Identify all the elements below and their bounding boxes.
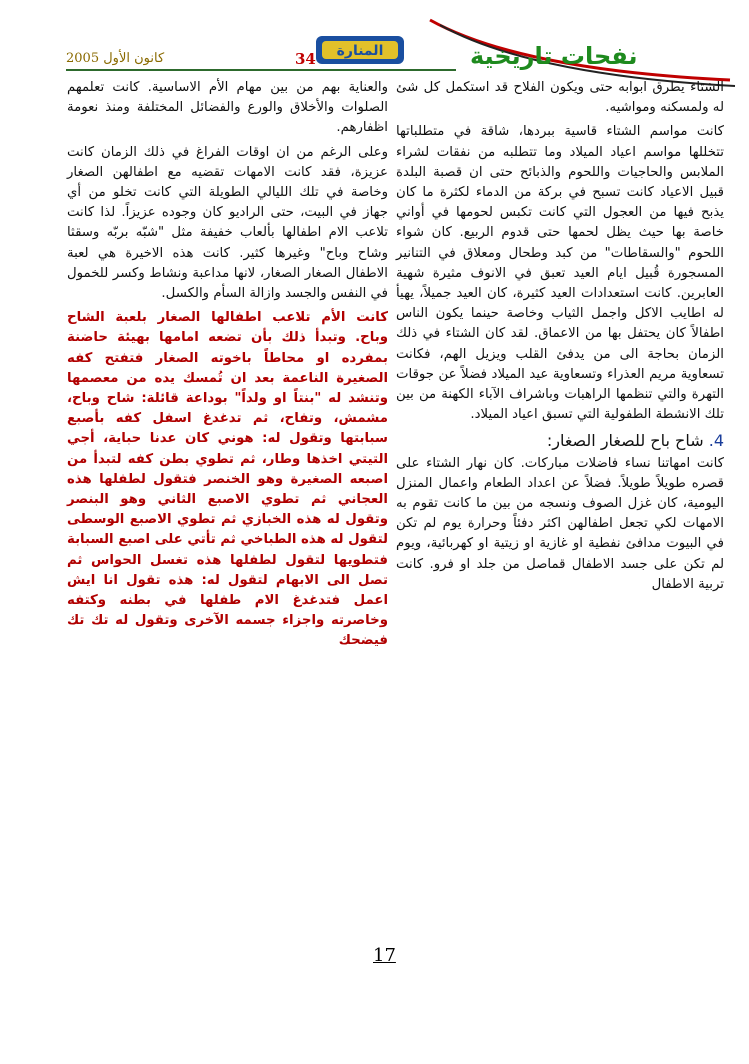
- paragraph: كانت امهاتنا نساء فاضلات مباركات. كان نهار الشتاء على قصره طويلاً طويلاً. فضلاً عن اعداد الطعام واعمال المنزل اليومية، كان غزل الصوف ونسجه من بين ما كانت تقوم به الامهات لكي تجعل اطفالهن اكثر دفئاً وحرارة يوم لم تكن في البيوت مدافئ نفطية او غازية او زيتية او كهربائية، ويوم لم تكن على جسد الاطفال قماصل من جلد او فرو. كانت تربية الاطفال: [396, 455, 724, 592]
- section-title: نفحات تاريخية: [470, 42, 638, 70]
- paragraph: وعلى الرغم من ان اوقات الفراغ في ذلك الزمان كانت عزيزة، فقد كانت الامهات تقضيه مع اطفالهن الصغار وخاصة في تلك الليالي الطويلة التي كانت تخلو من أي جهاز في البيت، حتى الراديو كان وجوده عزيزاً. لذا كانت تلاعب الام اطفالها بألعاب خفيفة مثل "شبّه بربّه وسقثا وشاح وباح" وغيرها كثير. كانت هذه الاخيرة هي لعبة الاطفال الصغار الصغار، لانها مداعبة ونشاط وكسر للخمول في النفس والجسد وازالة السأم والكسل.: [67, 144, 388, 302]
- highlighted-paragraph: كانت الأم تلاعب اطفالها الصغار بلعبة الشاح وباح. وتبدأ ذلك بأن تضعه امامها بهيئة حاضنة بمفرده او محاطاً باخوته الصغار فتفتح كفه الصغيرة الناعمة بعد ان تُمسك يده من معصمها وتنشد له "بنتاً او ولداً" بوداعة قائلة: شاح وباح، مشمش، وتفاح، ثم تدغدغ اسفل كفه بأصبع سبابتها وتقول له: هوني كان عدنا حباية، أجي التيتي اخذها وطار، ثم تطوي بطن كفه لتبدأ من اصبعه الصغيرة وهو الخنصر فتقول لطفلها هذه العجاني ثم تطوي الاصبع الثاني وهو البنصر وتقول له هذه الخبازي ثم تطوي الاصبع الوسطى لتقول له هذه الطباخي ثم تأتي على اصبع السبابة فتطويها لتقول لطفلها هذه تغسل الحواس ثم تصل الى الابهام لتقول له: هذه تقول انا ايش اعمل فتدغدغ الام طفلها في بطنه وكتفه وخاصرته واجزاء جسمه الآخرى وتقول له تك تك فيضحك: [67, 310, 388, 649]
- magazine-logo-text: المنارة: [336, 43, 384, 59]
- right-column: [396, 78, 724, 599]
- header-page-ref: 34: [295, 50, 316, 68]
- issue-date: كانون الأول 2005: [66, 51, 165, 66]
- paragraph: الشتاء يطرق ابوابه حتى ويكون الفلاح قد استكمل كل شئ له ولمسكنه ومواشيه.: [396, 80, 724, 116]
- magazine-logo: [314, 30, 406, 70]
- page-header: [0, 0, 749, 90]
- page-number: 17: [373, 945, 396, 966]
- section-heading: [396, 431, 724, 451]
- left-column: [67, 78, 388, 656]
- section-number: 4.: [708, 431, 724, 451]
- paragraph: كانت مواسم الشتاء قاسية ببردها، شاقة في متطلباتها تتخللها مواسم اعياد الميلاد وما تتطلبه من نفقات لشراء الملابس والحاجيات واللحوم والذبائح حتى ان قصبة البلدة قبيل الاعياد كانت تسبح في بركة من الدماء لكثرة ما كان يذبح فيها من العجول التي كانت تكبس لحومها في أواني خاصة بها حيث يظل لحمها حتى قدوم الربيع. كان شواء اللحوم "والسقاطات" من كبد وطحال ومعلاق في التنانير المسجورة قُبيل ايام العيد تعبق في الانوف مثيرة شهية العابرين. كانت استعدادات العيد كثيرة، كان العيد جميلاً، يهيأ له اطايب الاكل واجمل الثياب وخاصة حينما يكون الناس اطفالاً كان يحتفل بها من الاعماق. لقد كان الشتاء في ذلك الزمان بحاجة الى من يدفئ القلب ويزيل الهم، فكانت تسعاوية مريم العذراء وتسعاوية عيد الميلاد فضلاً عن جوقات التهرة والتي تنظمها الراهبات وباشراف الآباء الكهنة من بين تلك الانشطة الطفولية التي تسبق اعياد الميلاد.: [396, 124, 724, 423]
- paragraph: والعناية بهم من بين مهام الأم الاساسية. كانت تعلمهم الصلوات والأخلاق والورع والفضائل المختلفة ومنذ نعومة اظفارهم.: [67, 80, 388, 136]
- section-heading-text: شاح باح للصغار الصغار:: [546, 431, 704, 451]
